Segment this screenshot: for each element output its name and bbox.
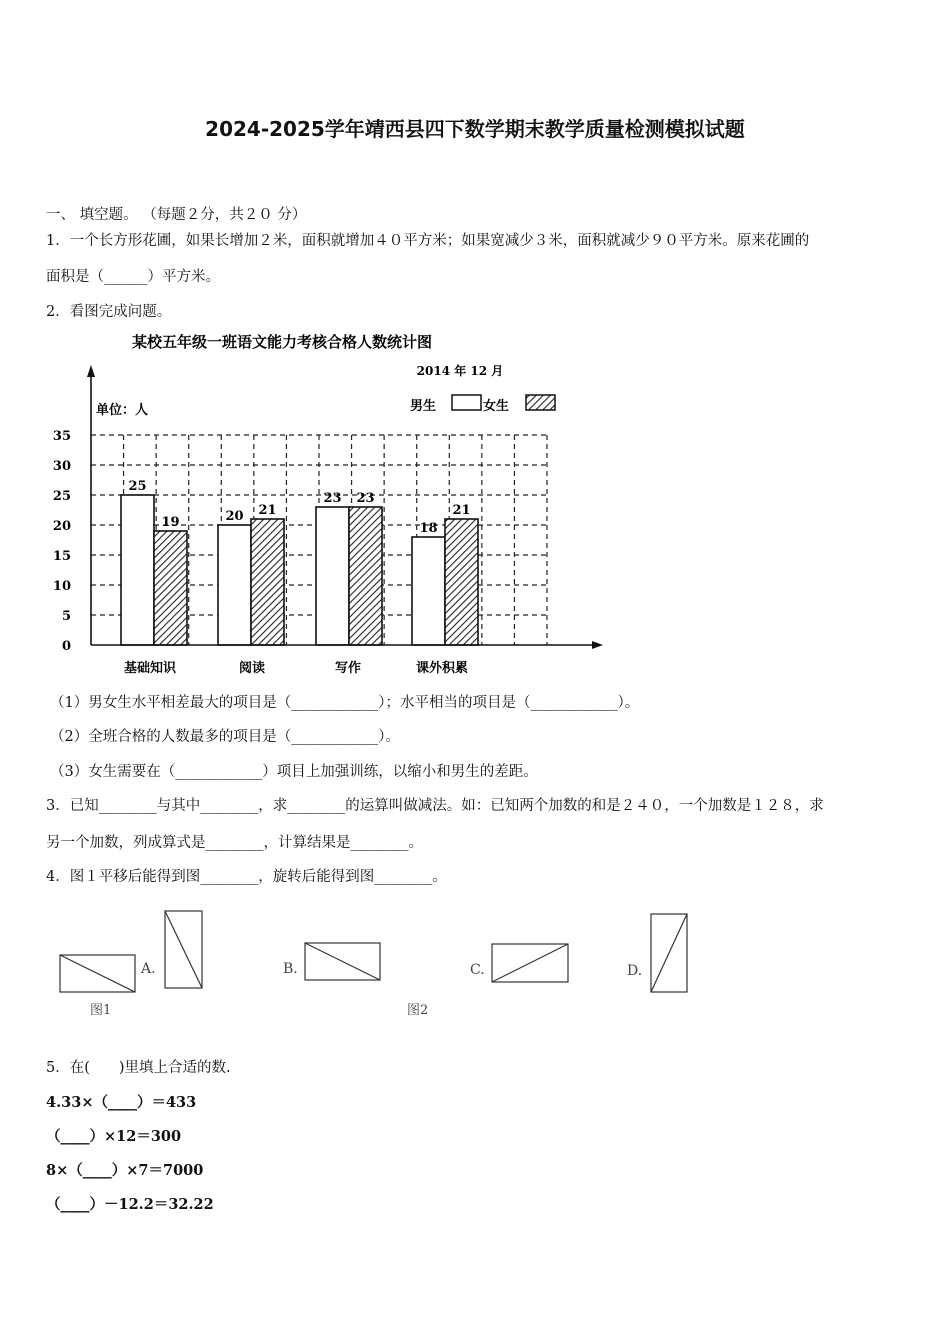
y-tick-label: 30: [52, 459, 71, 474]
question-5-expr-3: 8×（____）×7＝7000: [46, 1162, 204, 1179]
question-1-line-1: 1．一个长方形花圃，如果长增加２米，面积就增加４０平方米；如果宽减少３米，面积就减少９０平方米。原来花圃的: [46, 233, 810, 249]
section-heading: 一、 填空题。 （每题２分，共２０ 分）: [46, 207, 307, 223]
question-3-line-2: 另一个加数，列成算式是________，计算结果是________。: [46, 835, 423, 851]
bar-value-label: 19: [161, 515, 180, 530]
bar-value-label: 21: [258, 503, 277, 518]
option-b-shape: [305, 943, 380, 980]
y-tick-label: 25: [52, 489, 71, 504]
y-tick-label: 0: [61, 639, 71, 654]
y-tick-label: 35: [52, 429, 71, 444]
x-category-label: 课外积累: [415, 661, 469, 676]
option-b-label: B.: [283, 961, 298, 977]
figure-1-shape: [60, 955, 135, 992]
chart-subtitle: 2014 年 12 月: [416, 364, 504, 378]
question-2-sub-2: （2）全班合格的人数最多的项目是（____________）。: [50, 729, 400, 745]
x-category-label: 阅读: [238, 661, 266, 676]
y-tick-label: 5: [61, 609, 71, 624]
chart-unit-label: 单位：人: [96, 403, 149, 418]
question-2-intro: 2．看图完成问题。: [46, 304, 172, 320]
question-3-line-1: 3．已知________与其中________，求________的运算叫做减法。如：已知两个加数的和是２４０，一个加数是１２８，求: [46, 798, 824, 814]
bar-boys: [121, 495, 154, 645]
page-title: 2024-2025学年靖西县四下数学期末教学质量检测模拟试题: [205, 117, 745, 141]
bar-boys: [316, 507, 349, 645]
question-2-sub-1: （1）男女生水平相差最大的项目是（____________）；水平相当的项目是（____________）。: [50, 695, 640, 711]
x-category-label: 写作: [334, 661, 362, 676]
y-axis-arrow: [87, 365, 95, 377]
legend-swatch-boys: [452, 395, 481, 410]
question-1-line-2: 面积是（______）平方米。: [46, 269, 220, 285]
bar-value-label: 23: [323, 491, 342, 506]
figure-1-label: 图1: [90, 1003, 112, 1018]
question-4-text: 4．图１平移后能得到图________，旋转后能得到图________。: [46, 869, 447, 885]
bar-girls: [154, 531, 187, 645]
bar-girls: [349, 507, 382, 645]
bar-value-label: 18: [419, 521, 438, 536]
y-tick-label: 10: [52, 579, 71, 594]
question-2-sub-3: （3）女生需要在（____________）项目上加强训练，以缩小和男生的差距。: [50, 764, 538, 780]
question-5-expr-4: （____）－12.2＝32.22: [46, 1196, 214, 1213]
y-tick-label: 20: [52, 519, 71, 534]
option-a-label: A.: [141, 961, 156, 977]
bar-boys: [412, 537, 445, 645]
figure-2-label: 图2: [407, 1003, 429, 1018]
option-d-label: D.: [627, 963, 643, 979]
option-c-shape: [492, 944, 568, 982]
option-c-label: C.: [470, 962, 485, 978]
option-a-shape: [165, 911, 202, 988]
bar-value-label: 20: [225, 509, 244, 524]
question-5-expr-2: （____）×12＝300: [46, 1128, 182, 1145]
bar-chart: [40, 325, 620, 680]
question-4-figures: [40, 900, 720, 1030]
option-d-shape: [651, 914, 687, 992]
bar-value-label: 23: [356, 491, 375, 506]
bar-girls: [445, 519, 478, 645]
x-category-label: 基础知识: [123, 661, 177, 676]
bar-value-label: 21: [452, 503, 471, 518]
legend-label-girls: 女生: [483, 399, 510, 414]
bar-value-label: 25: [128, 479, 147, 494]
question-5-expr-1: 4.33×（____）＝433: [46, 1094, 197, 1111]
legend-label-boys: 男生: [410, 399, 437, 414]
question-5-intro: 5．在( )里填上合适的数.: [46, 1060, 231, 1076]
legend-swatch-girls: [526, 395, 555, 410]
y-tick-label: 15: [52, 549, 71, 564]
x-axis-arrow: [592, 641, 603, 649]
bar-boys: [218, 525, 251, 645]
chart-title: 某校五年级一班语文能力考核合格人数统计图: [131, 333, 433, 351]
bar-girls: [251, 519, 284, 645]
